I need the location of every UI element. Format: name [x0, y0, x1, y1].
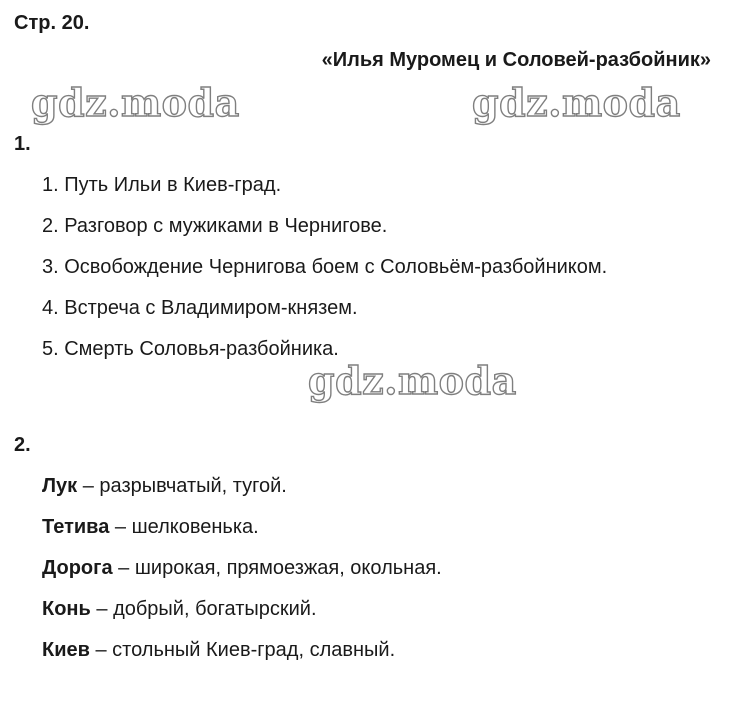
epithet-description: разрывчатый, тугой.	[99, 475, 287, 497]
epithet-description: широкая, прямоезжая, окольная.	[134, 557, 442, 579]
plan-item: 3. Освобождение Чернигова боем с Соловьём-разбойником.	[42, 256, 608, 278]
page-number-header: Стр. 20.	[14, 12, 90, 34]
document-title: «Илья Муромец и Соловей-разбойник»	[321, 49, 711, 71]
plan-item: 1. Путь Ильи в Киев-град.	[42, 174, 282, 196]
epithet-term: Киев	[42, 639, 90, 661]
epithet-item	[42, 596, 442, 637]
epithet-description: стольный Киев-град, славный.	[112, 639, 396, 661]
plan-item: 4. Встреча с Владимиром-князем.	[42, 297, 358, 319]
epithet-list	[42, 473, 442, 678]
plan-item: 5. Смерть Соловья-разбойника.	[42, 338, 339, 360]
epithet-item	[42, 473, 442, 514]
section-number-1: 1.	[14, 133, 31, 155]
epithet-separator: –	[90, 598, 114, 620]
epithet-separator: –	[112, 557, 135, 579]
epithet-item	[42, 514, 442, 555]
epithet-term: Конь	[42, 598, 91, 620]
epithet-item	[42, 637, 442, 678]
watermark: gdz.moda	[31, 80, 240, 125]
plan-list	[42, 172, 607, 377]
watermark: gdz.moda	[308, 358, 517, 403]
watermark: gdz.moda	[472, 80, 681, 125]
epithet-separator: –	[89, 639, 113, 661]
epithet-item	[42, 555, 442, 596]
epithet-separator: –	[109, 516, 132, 538]
epithet-description: добрый, богатырский.	[113, 598, 317, 620]
epithet-term: Тетива	[42, 516, 110, 538]
epithet-term: Лук	[42, 475, 78, 497]
plan-item: 2. Разговор с мужиками в Чернигове.	[42, 215, 388, 237]
epithet-separator: –	[77, 475, 100, 497]
epithet-term: Дорога	[42, 557, 113, 579]
section-number-2: 2.	[14, 434, 31, 456]
epithet-description: шелковенька.	[131, 516, 259, 538]
